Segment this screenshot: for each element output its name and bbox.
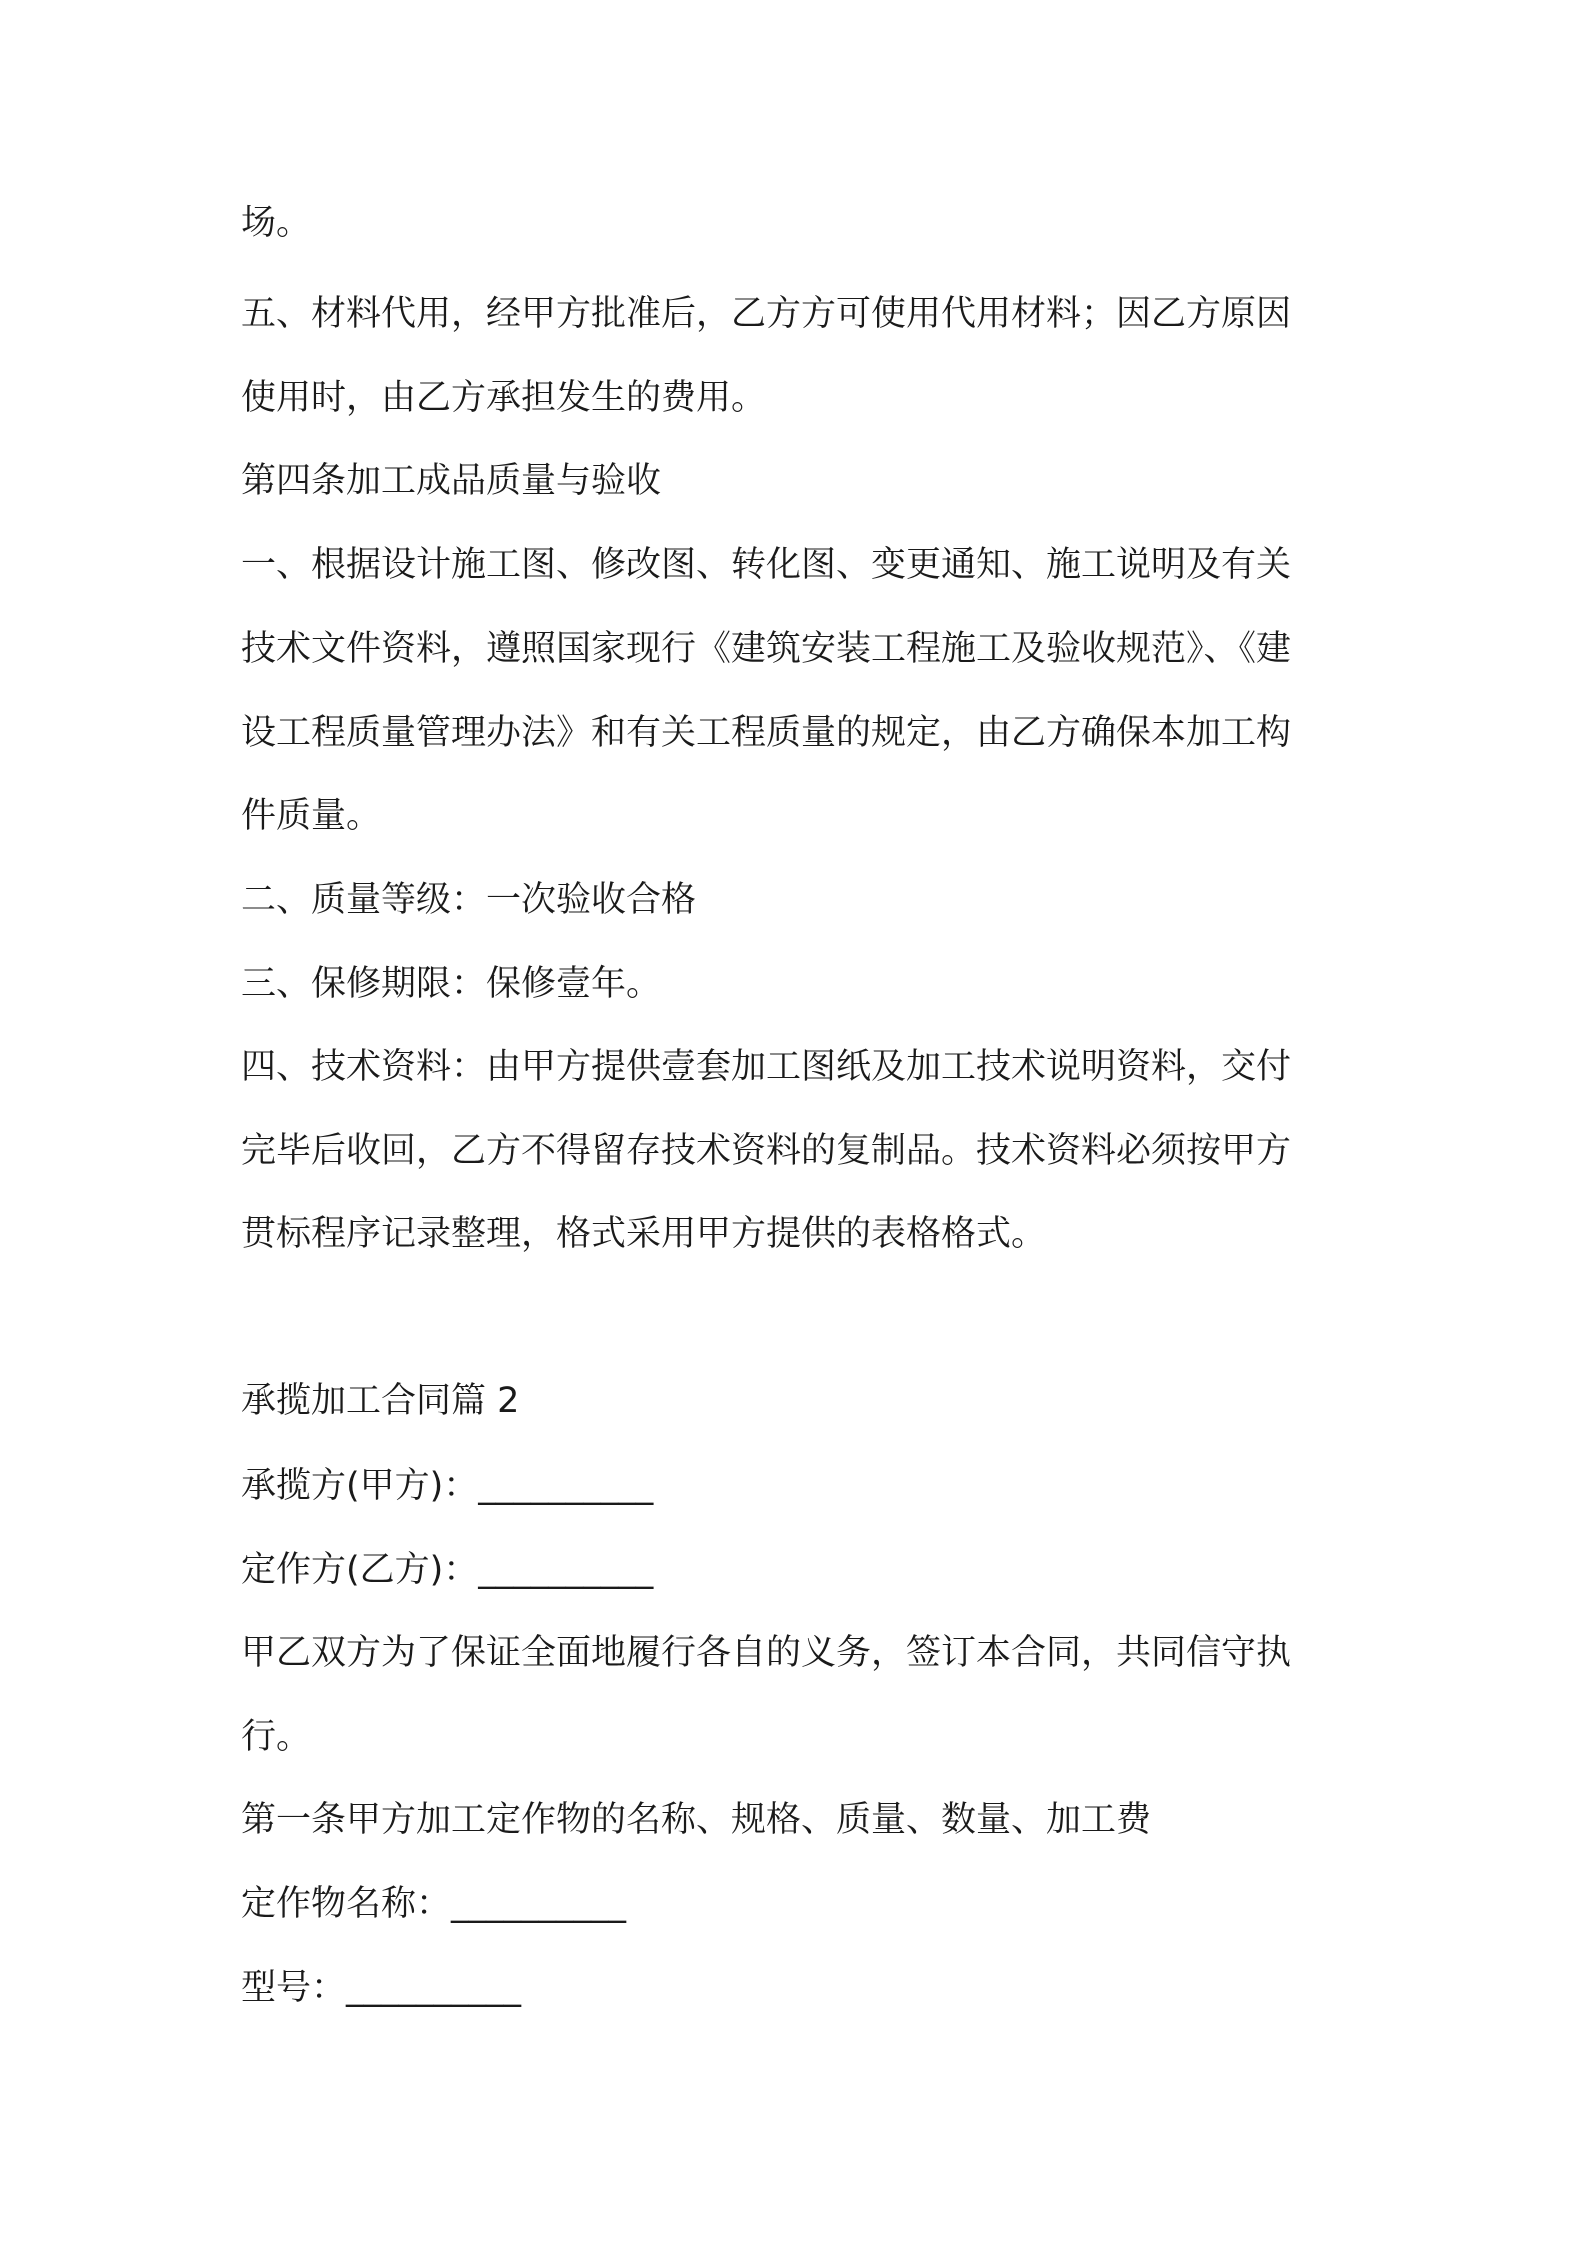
article-4-heading: 第四条加工成品质量与验收 xyxy=(241,461,662,501)
clause-1-line-4: 件质量。 xyxy=(241,796,382,836)
orderer-party-b-field: 定作方(乙方)：__________ xyxy=(241,1550,654,1590)
item-name-field: 定作物名称：__________ xyxy=(241,1884,627,1924)
clause-4-line-2: 完毕后收回，乙方不得留存技术资料的复制品。技术资料必须按甲方 xyxy=(241,1131,1292,1171)
contractor-party-a-field: 承揽方(甲方)：__________ xyxy=(241,1466,654,1506)
preamble-line-2: 行。 xyxy=(241,1717,312,1757)
clause-5-line-1: 五、材料代用，经甲方批准后，乙方方可使用代用材料；因乙方原因 xyxy=(241,294,1292,334)
clause-2-line: 二、质量等级：一次验收合格 xyxy=(241,880,697,920)
clause-4-line-3: 贯标程序记录整理，格式采用甲方提供的表格格式。 xyxy=(241,1214,1047,1254)
model-field: 型号：__________ xyxy=(241,1968,522,2008)
clause-4-line-1: 四、技术资料：由甲方提供壹套加工图纸及加工技术说明资料，交付 xyxy=(241,1047,1292,1087)
clause-1-line-3: 设工程质量管理办法》和有关工程质量的规定，由乙方确保本加工构 xyxy=(241,713,1292,753)
contract-2-title: 承揽加工合同篇 2 xyxy=(241,1381,520,1421)
paragraph-line: 场。 xyxy=(241,203,312,243)
preamble-line-1: 甲乙双方为了保证全面地履行各自的义务，签订本合同，共同信守执 xyxy=(241,1633,1292,1673)
article-1-heading: 第一条甲方加工定作物的名称、规格、质量、数量、加工费 xyxy=(241,1800,1152,1840)
clause-1-line-2: 技术文件资料，遵照国家现行《建筑安装工程施工及验收规范》、《建 xyxy=(241,629,1292,669)
clause-1-line-1: 一、根据设计施工图、修改图、转化图、变更通知、施工说明及有关 xyxy=(241,545,1292,585)
clause-3-line: 三、保修期限：保修壹年。 xyxy=(241,964,662,1004)
clause-5-line-2: 使用时，由乙方承担发生的费用。 xyxy=(241,378,767,418)
